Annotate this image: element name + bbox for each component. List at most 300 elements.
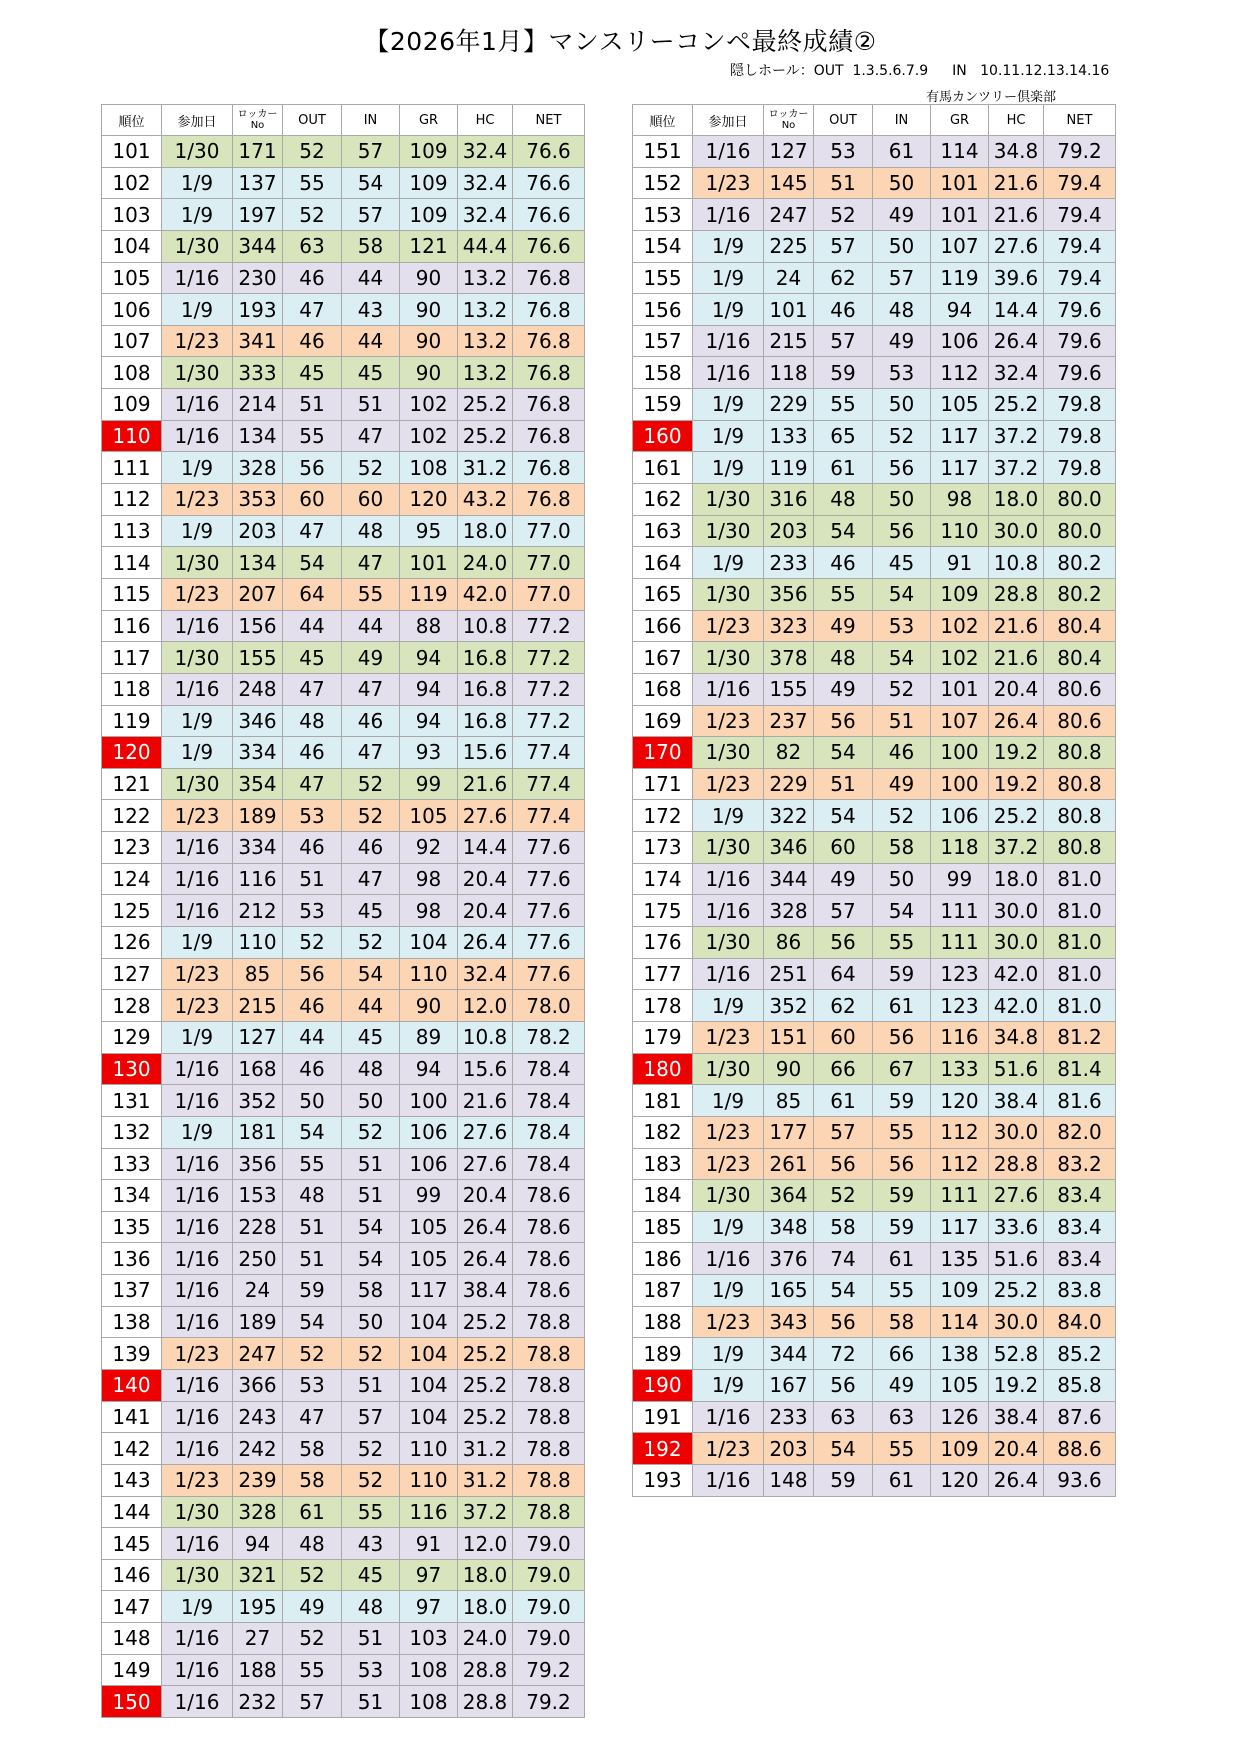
in-cell: 48 xyxy=(342,1591,400,1623)
in-cell: 50 xyxy=(873,389,931,421)
hidden-holes-info xyxy=(730,60,1109,80)
rank-cell: 166 xyxy=(633,610,693,642)
hc-cell: 43.2 xyxy=(458,484,513,516)
table-row xyxy=(633,800,1116,832)
rank-cell: 172 xyxy=(633,800,693,832)
gr-cell: 97 xyxy=(400,1591,458,1623)
locker-cell: 94 xyxy=(233,1528,283,1560)
rank-cell: 130 xyxy=(102,1053,162,1085)
gr-cell: 138 xyxy=(931,1338,989,1370)
rank-cell: 145 xyxy=(102,1528,162,1560)
hidden-holes-in: 10.11.12.13.14.16 xyxy=(980,63,1110,79)
date-cell: 1/23 xyxy=(162,958,233,990)
hc-cell: 18.0 xyxy=(989,484,1044,516)
date-cell: 1/16 xyxy=(162,1401,233,1433)
in-cell: 48 xyxy=(342,515,400,547)
locker-cell: 127 xyxy=(233,1021,283,1053)
in-cell: 52 xyxy=(873,800,931,832)
table-row xyxy=(102,1338,585,1370)
date-cell: 1/9 xyxy=(693,547,764,579)
in-cell: 66 xyxy=(873,1338,931,1370)
hc-cell: 37.2 xyxy=(989,452,1044,484)
gr-cell: 89 xyxy=(400,1021,458,1053)
locker-cell: 165 xyxy=(764,1275,814,1307)
out-cell: 47 xyxy=(283,1401,342,1433)
net-cell: 93.6 xyxy=(1044,1464,1116,1496)
date-cell: 1/9 xyxy=(162,927,233,959)
header-locker-top: ロッカー xyxy=(237,109,278,120)
header-out: OUT xyxy=(283,105,342,136)
out-cell: 57 xyxy=(283,1686,342,1718)
rank-cell: 178 xyxy=(633,990,693,1022)
date-cell: 1/9 xyxy=(162,452,233,484)
locker-cell: 207 xyxy=(233,578,283,610)
locker-cell: 197 xyxy=(233,199,283,231)
hc-cell: 30.0 xyxy=(989,515,1044,547)
in-cell: 59 xyxy=(873,1211,931,1243)
locker-cell: 212 xyxy=(233,895,283,927)
table-row xyxy=(102,294,585,326)
in-cell: 45 xyxy=(342,1559,400,1591)
out-cell: 47 xyxy=(283,294,342,326)
header-locker xyxy=(233,105,283,136)
net-cell: 76.6 xyxy=(513,167,585,199)
table-row xyxy=(633,1306,1116,1338)
locker-cell: 344 xyxy=(764,863,814,895)
out-cell: 45 xyxy=(283,642,342,674)
table-row xyxy=(102,1496,585,1528)
net-cell: 78.4 xyxy=(513,1085,585,1117)
net-cell: 80.4 xyxy=(1044,642,1116,674)
net-cell: 80.6 xyxy=(1044,705,1116,737)
hc-cell: 18.0 xyxy=(458,1559,513,1591)
date-cell: 1/30 xyxy=(162,642,233,674)
out-cell: 53 xyxy=(283,1369,342,1401)
net-cell: 76.8 xyxy=(513,484,585,516)
date-cell: 1/9 xyxy=(693,420,764,452)
date-cell: 1/16 xyxy=(162,1148,233,1180)
net-cell: 79.8 xyxy=(1044,452,1116,484)
gr-cell: 94 xyxy=(400,705,458,737)
locker-cell: 145 xyxy=(764,167,814,199)
out-cell: 48 xyxy=(283,1180,342,1212)
rank-cell: 169 xyxy=(633,705,693,737)
locker-cell: 110 xyxy=(233,927,283,959)
header-locker-top: ロッカー xyxy=(768,109,809,120)
net-cell: 77.4 xyxy=(513,737,585,769)
out-cell: 49 xyxy=(283,1591,342,1623)
in-cell: 47 xyxy=(342,420,400,452)
in-cell: 61 xyxy=(873,990,931,1022)
net-cell: 80.2 xyxy=(1044,547,1116,579)
locker-cell: 24 xyxy=(233,1275,283,1307)
table-row xyxy=(633,610,1116,642)
table-row xyxy=(633,1401,1116,1433)
in-cell: 52 xyxy=(873,420,931,452)
hc-cell: 12.0 xyxy=(458,1528,513,1560)
out-cell: 47 xyxy=(283,515,342,547)
hc-cell: 39.6 xyxy=(989,262,1044,294)
hc-cell: 18.0 xyxy=(989,863,1044,895)
rank-cell: 116 xyxy=(102,610,162,642)
in-cell: 56 xyxy=(873,1148,931,1180)
gr-cell: 101 xyxy=(931,199,989,231)
table-row xyxy=(102,1275,585,1307)
gr-cell: 104 xyxy=(400,1306,458,1338)
gr-cell: 105 xyxy=(400,800,458,832)
net-cell: 77.2 xyxy=(513,705,585,737)
in-cell: 48 xyxy=(342,1053,400,1085)
in-cell: 49 xyxy=(873,325,931,357)
table-row xyxy=(633,832,1116,864)
table-row xyxy=(633,705,1116,737)
rank-cell: 159 xyxy=(633,389,693,421)
locker-cell: 27 xyxy=(233,1623,283,1655)
hc-cell: 19.2 xyxy=(989,737,1044,769)
table-row xyxy=(102,515,585,547)
rank-cell: 160 xyxy=(633,420,693,452)
gr-cell: 112 xyxy=(931,1116,989,1148)
table-row xyxy=(633,1211,1116,1243)
net-cell: 79.2 xyxy=(513,1686,585,1718)
out-cell: 46 xyxy=(814,547,873,579)
gr-cell: 90 xyxy=(400,357,458,389)
date-cell: 1/16 xyxy=(693,958,764,990)
in-cell: 55 xyxy=(873,927,931,959)
out-cell: 52 xyxy=(814,199,873,231)
date-cell: 1/9 xyxy=(693,1085,764,1117)
date-cell: 1/16 xyxy=(693,1243,764,1275)
table-row xyxy=(102,1053,585,1085)
rank-cell: 134 xyxy=(102,1180,162,1212)
rank-cell: 148 xyxy=(102,1623,162,1655)
date-cell: 1/16 xyxy=(162,1686,233,1718)
rank-cell: 107 xyxy=(102,325,162,357)
date-cell: 1/16 xyxy=(162,420,233,452)
hc-cell: 19.2 xyxy=(989,768,1044,800)
rank-cell: 174 xyxy=(633,863,693,895)
gr-cell: 102 xyxy=(931,642,989,674)
net-cell: 77.2 xyxy=(513,642,585,674)
header-date: 参加日 xyxy=(693,105,764,136)
rank-cell: 127 xyxy=(102,958,162,990)
date-cell: 1/9 xyxy=(162,1021,233,1053)
table-row xyxy=(102,1306,585,1338)
rank-cell: 102 xyxy=(102,167,162,199)
header-locker xyxy=(764,105,814,136)
gr-cell: 93 xyxy=(400,737,458,769)
gr-cell: 94 xyxy=(400,1053,458,1085)
date-cell: 1/9 xyxy=(162,167,233,199)
out-cell: 48 xyxy=(283,705,342,737)
rank-cell: 126 xyxy=(102,927,162,959)
rank-cell: 190 xyxy=(633,1369,693,1401)
table-row xyxy=(633,230,1116,262)
net-cell: 78.6 xyxy=(513,1275,585,1307)
date-cell: 1/16 xyxy=(162,1306,233,1338)
out-cell: 46 xyxy=(814,294,873,326)
table-row xyxy=(633,484,1116,516)
net-cell: 77.6 xyxy=(513,832,585,864)
in-cell: 51 xyxy=(342,1623,400,1655)
rank-cell: 173 xyxy=(633,832,693,864)
hc-cell: 42.0 xyxy=(458,578,513,610)
table-row xyxy=(633,958,1116,990)
net-cell: 80.4 xyxy=(1044,610,1116,642)
hc-cell: 25.2 xyxy=(458,1338,513,1370)
net-cell: 84.0 xyxy=(1044,1306,1116,1338)
in-cell: 55 xyxy=(873,1275,931,1307)
locker-cell: 148 xyxy=(764,1464,814,1496)
hc-cell: 20.4 xyxy=(989,1433,1044,1465)
rank-cell: 124 xyxy=(102,863,162,895)
net-cell: 81.2 xyxy=(1044,1021,1116,1053)
table-row xyxy=(102,1528,585,1560)
net-cell: 77.0 xyxy=(513,578,585,610)
gr-cell: 117 xyxy=(931,420,989,452)
header-date: 参加日 xyxy=(162,105,233,136)
out-cell: 52 xyxy=(283,199,342,231)
gr-cell: 104 xyxy=(400,1369,458,1401)
locker-cell: 82 xyxy=(764,737,814,769)
in-cell: 51 xyxy=(342,1369,400,1401)
out-cell: 44 xyxy=(283,610,342,642)
date-cell: 1/23 xyxy=(693,768,764,800)
hc-cell: 27.6 xyxy=(989,230,1044,262)
hc-cell: 42.0 xyxy=(989,958,1044,990)
in-cell: 47 xyxy=(342,673,400,705)
locker-cell: 322 xyxy=(764,800,814,832)
table-row xyxy=(102,1180,585,1212)
in-cell: 58 xyxy=(873,1306,931,1338)
out-cell: 50 xyxy=(283,1085,342,1117)
out-cell: 49 xyxy=(814,863,873,895)
in-cell: 52 xyxy=(342,452,400,484)
locker-cell: 229 xyxy=(764,389,814,421)
net-cell: 76.8 xyxy=(513,325,585,357)
out-cell: 62 xyxy=(814,990,873,1022)
hc-cell: 20.4 xyxy=(458,895,513,927)
in-cell: 47 xyxy=(342,863,400,895)
hc-cell: 15.6 xyxy=(458,737,513,769)
hc-cell: 26.4 xyxy=(989,705,1044,737)
net-cell: 78.8 xyxy=(513,1464,585,1496)
locker-cell: 247 xyxy=(764,199,814,231)
date-cell: 1/16 xyxy=(162,1654,233,1686)
date-cell: 1/23 xyxy=(693,1021,764,1053)
locker-cell: 233 xyxy=(764,1401,814,1433)
out-cell: 44 xyxy=(283,1021,342,1053)
net-cell: 79.6 xyxy=(1044,294,1116,326)
net-cell: 78.2 xyxy=(513,1021,585,1053)
date-cell: 1/16 xyxy=(162,389,233,421)
rank-cell: 139 xyxy=(102,1338,162,1370)
gr-cell: 90 xyxy=(400,294,458,326)
locker-cell: 352 xyxy=(233,1085,283,1117)
rank-cell: 140 xyxy=(102,1369,162,1401)
rank-cell: 170 xyxy=(633,737,693,769)
gr-cell: 100 xyxy=(931,737,989,769)
hidden-holes-out-label: 隠しホール：OUT xyxy=(730,63,844,79)
gr-cell: 102 xyxy=(400,389,458,421)
in-cell: 54 xyxy=(342,1211,400,1243)
rank-cell: 164 xyxy=(633,547,693,579)
table-row xyxy=(633,136,1116,168)
table-row xyxy=(633,325,1116,357)
in-cell: 47 xyxy=(342,547,400,579)
in-cell: 51 xyxy=(342,389,400,421)
hc-cell: 37.2 xyxy=(989,832,1044,864)
date-cell: 1/23 xyxy=(162,325,233,357)
date-cell: 1/16 xyxy=(693,325,764,357)
date-cell: 1/23 xyxy=(162,1464,233,1496)
gr-cell: 117 xyxy=(931,1211,989,1243)
date-cell: 1/23 xyxy=(162,1338,233,1370)
rank-cell: 143 xyxy=(102,1464,162,1496)
rank-cell: 184 xyxy=(633,1180,693,1212)
net-cell: 79.8 xyxy=(1044,420,1116,452)
out-cell: 47 xyxy=(283,768,342,800)
hc-cell: 25.2 xyxy=(458,420,513,452)
gr-cell: 111 xyxy=(931,895,989,927)
gr-cell: 105 xyxy=(931,1369,989,1401)
locker-cell: 316 xyxy=(764,484,814,516)
out-cell: 60 xyxy=(283,484,342,516)
hc-cell: 27.6 xyxy=(458,1116,513,1148)
locker-cell: 214 xyxy=(233,389,283,421)
rank-cell: 114 xyxy=(102,547,162,579)
net-cell: 78.4 xyxy=(513,1053,585,1085)
locker-cell: 343 xyxy=(764,1306,814,1338)
gr-cell: 106 xyxy=(931,800,989,832)
table-row xyxy=(633,262,1116,294)
out-cell: 54 xyxy=(814,515,873,547)
in-cell: 52 xyxy=(342,1338,400,1370)
in-cell: 47 xyxy=(342,737,400,769)
hc-cell: 26.4 xyxy=(458,927,513,959)
rank-cell: 151 xyxy=(633,136,693,168)
net-cell: 77.6 xyxy=(513,927,585,959)
gr-cell: 105 xyxy=(400,1211,458,1243)
net-cell: 83.2 xyxy=(1044,1148,1116,1180)
header-in: IN xyxy=(342,105,400,136)
out-cell: 57 xyxy=(814,230,873,262)
locker-cell: 85 xyxy=(764,1085,814,1117)
out-cell: 57 xyxy=(814,1116,873,1148)
date-cell: 1/16 xyxy=(162,895,233,927)
date-cell: 1/9 xyxy=(162,515,233,547)
gr-cell: 98 xyxy=(400,895,458,927)
net-cell: 76.8 xyxy=(513,389,585,421)
locker-cell: 242 xyxy=(233,1433,283,1465)
rank-cell: 167 xyxy=(633,642,693,674)
in-cell: 53 xyxy=(873,357,931,389)
locker-cell: 364 xyxy=(764,1180,814,1212)
in-cell: 45 xyxy=(342,1021,400,1053)
out-cell: 55 xyxy=(283,420,342,452)
net-cell: 78.8 xyxy=(513,1496,585,1528)
gr-cell: 119 xyxy=(931,262,989,294)
locker-cell: 119 xyxy=(764,452,814,484)
date-cell: 1/30 xyxy=(162,1559,233,1591)
hc-cell: 28.8 xyxy=(989,578,1044,610)
date-cell: 1/16 xyxy=(162,1243,233,1275)
gr-cell: 123 xyxy=(931,958,989,990)
locker-cell: 334 xyxy=(233,737,283,769)
in-cell: 58 xyxy=(342,230,400,262)
date-cell: 1/16 xyxy=(693,1401,764,1433)
date-cell: 1/9 xyxy=(693,389,764,421)
locker-cell: 233 xyxy=(764,547,814,579)
out-cell: 53 xyxy=(283,800,342,832)
out-cell: 60 xyxy=(814,832,873,864)
table-row xyxy=(633,1338,1116,1370)
net-cell: 79.6 xyxy=(1044,357,1116,389)
table-row xyxy=(102,578,585,610)
hc-cell: 37.2 xyxy=(989,420,1044,452)
hc-cell: 42.0 xyxy=(989,990,1044,1022)
out-cell: 55 xyxy=(814,389,873,421)
in-cell: 50 xyxy=(873,167,931,199)
date-cell: 1/9 xyxy=(693,262,764,294)
table-row xyxy=(102,1654,585,1686)
rank-cell: 168 xyxy=(633,673,693,705)
locker-cell: 321 xyxy=(233,1559,283,1591)
gr-cell: 112 xyxy=(931,357,989,389)
in-cell: 52 xyxy=(342,927,400,959)
hc-cell: 44.4 xyxy=(458,230,513,262)
hc-cell: 12.0 xyxy=(458,990,513,1022)
gr-cell: 88 xyxy=(400,610,458,642)
net-cell: 79.6 xyxy=(1044,325,1116,357)
date-cell: 1/9 xyxy=(693,294,764,326)
hc-cell: 32.4 xyxy=(458,958,513,990)
date-cell: 1/23 xyxy=(693,1433,764,1465)
header-gr: GR xyxy=(931,105,989,136)
locker-cell: 134 xyxy=(233,420,283,452)
locker-cell: 352 xyxy=(764,990,814,1022)
rank-cell: 144 xyxy=(102,1496,162,1528)
out-cell: 46 xyxy=(283,832,342,864)
hc-cell: 51.6 xyxy=(989,1053,1044,1085)
date-cell: 1/30 xyxy=(693,832,764,864)
rank-cell: 177 xyxy=(633,958,693,990)
in-cell: 53 xyxy=(342,1654,400,1686)
hidden-holes-in-label: IN xyxy=(952,63,967,79)
in-cell: 44 xyxy=(342,990,400,1022)
gr-cell: 108 xyxy=(400,1654,458,1686)
gr-cell: 101 xyxy=(931,673,989,705)
out-cell: 63 xyxy=(283,230,342,262)
date-cell: 1/9 xyxy=(693,1211,764,1243)
in-cell: 55 xyxy=(342,1496,400,1528)
gr-cell: 95 xyxy=(400,515,458,547)
rank-cell: 131 xyxy=(102,1085,162,1117)
hc-cell: 15.6 xyxy=(458,1053,513,1085)
hc-cell: 30.0 xyxy=(989,927,1044,959)
table-row xyxy=(102,958,585,990)
rank-cell: 142 xyxy=(102,1433,162,1465)
hc-cell: 32.4 xyxy=(989,357,1044,389)
hc-cell: 26.4 xyxy=(989,325,1044,357)
net-cell: 80.0 xyxy=(1044,515,1116,547)
gr-cell: 121 xyxy=(400,230,458,262)
gr-cell: 110 xyxy=(400,958,458,990)
locker-cell: 356 xyxy=(233,1148,283,1180)
gr-cell: 94 xyxy=(400,642,458,674)
date-cell: 1/16 xyxy=(693,895,764,927)
locker-cell: 230 xyxy=(233,262,283,294)
